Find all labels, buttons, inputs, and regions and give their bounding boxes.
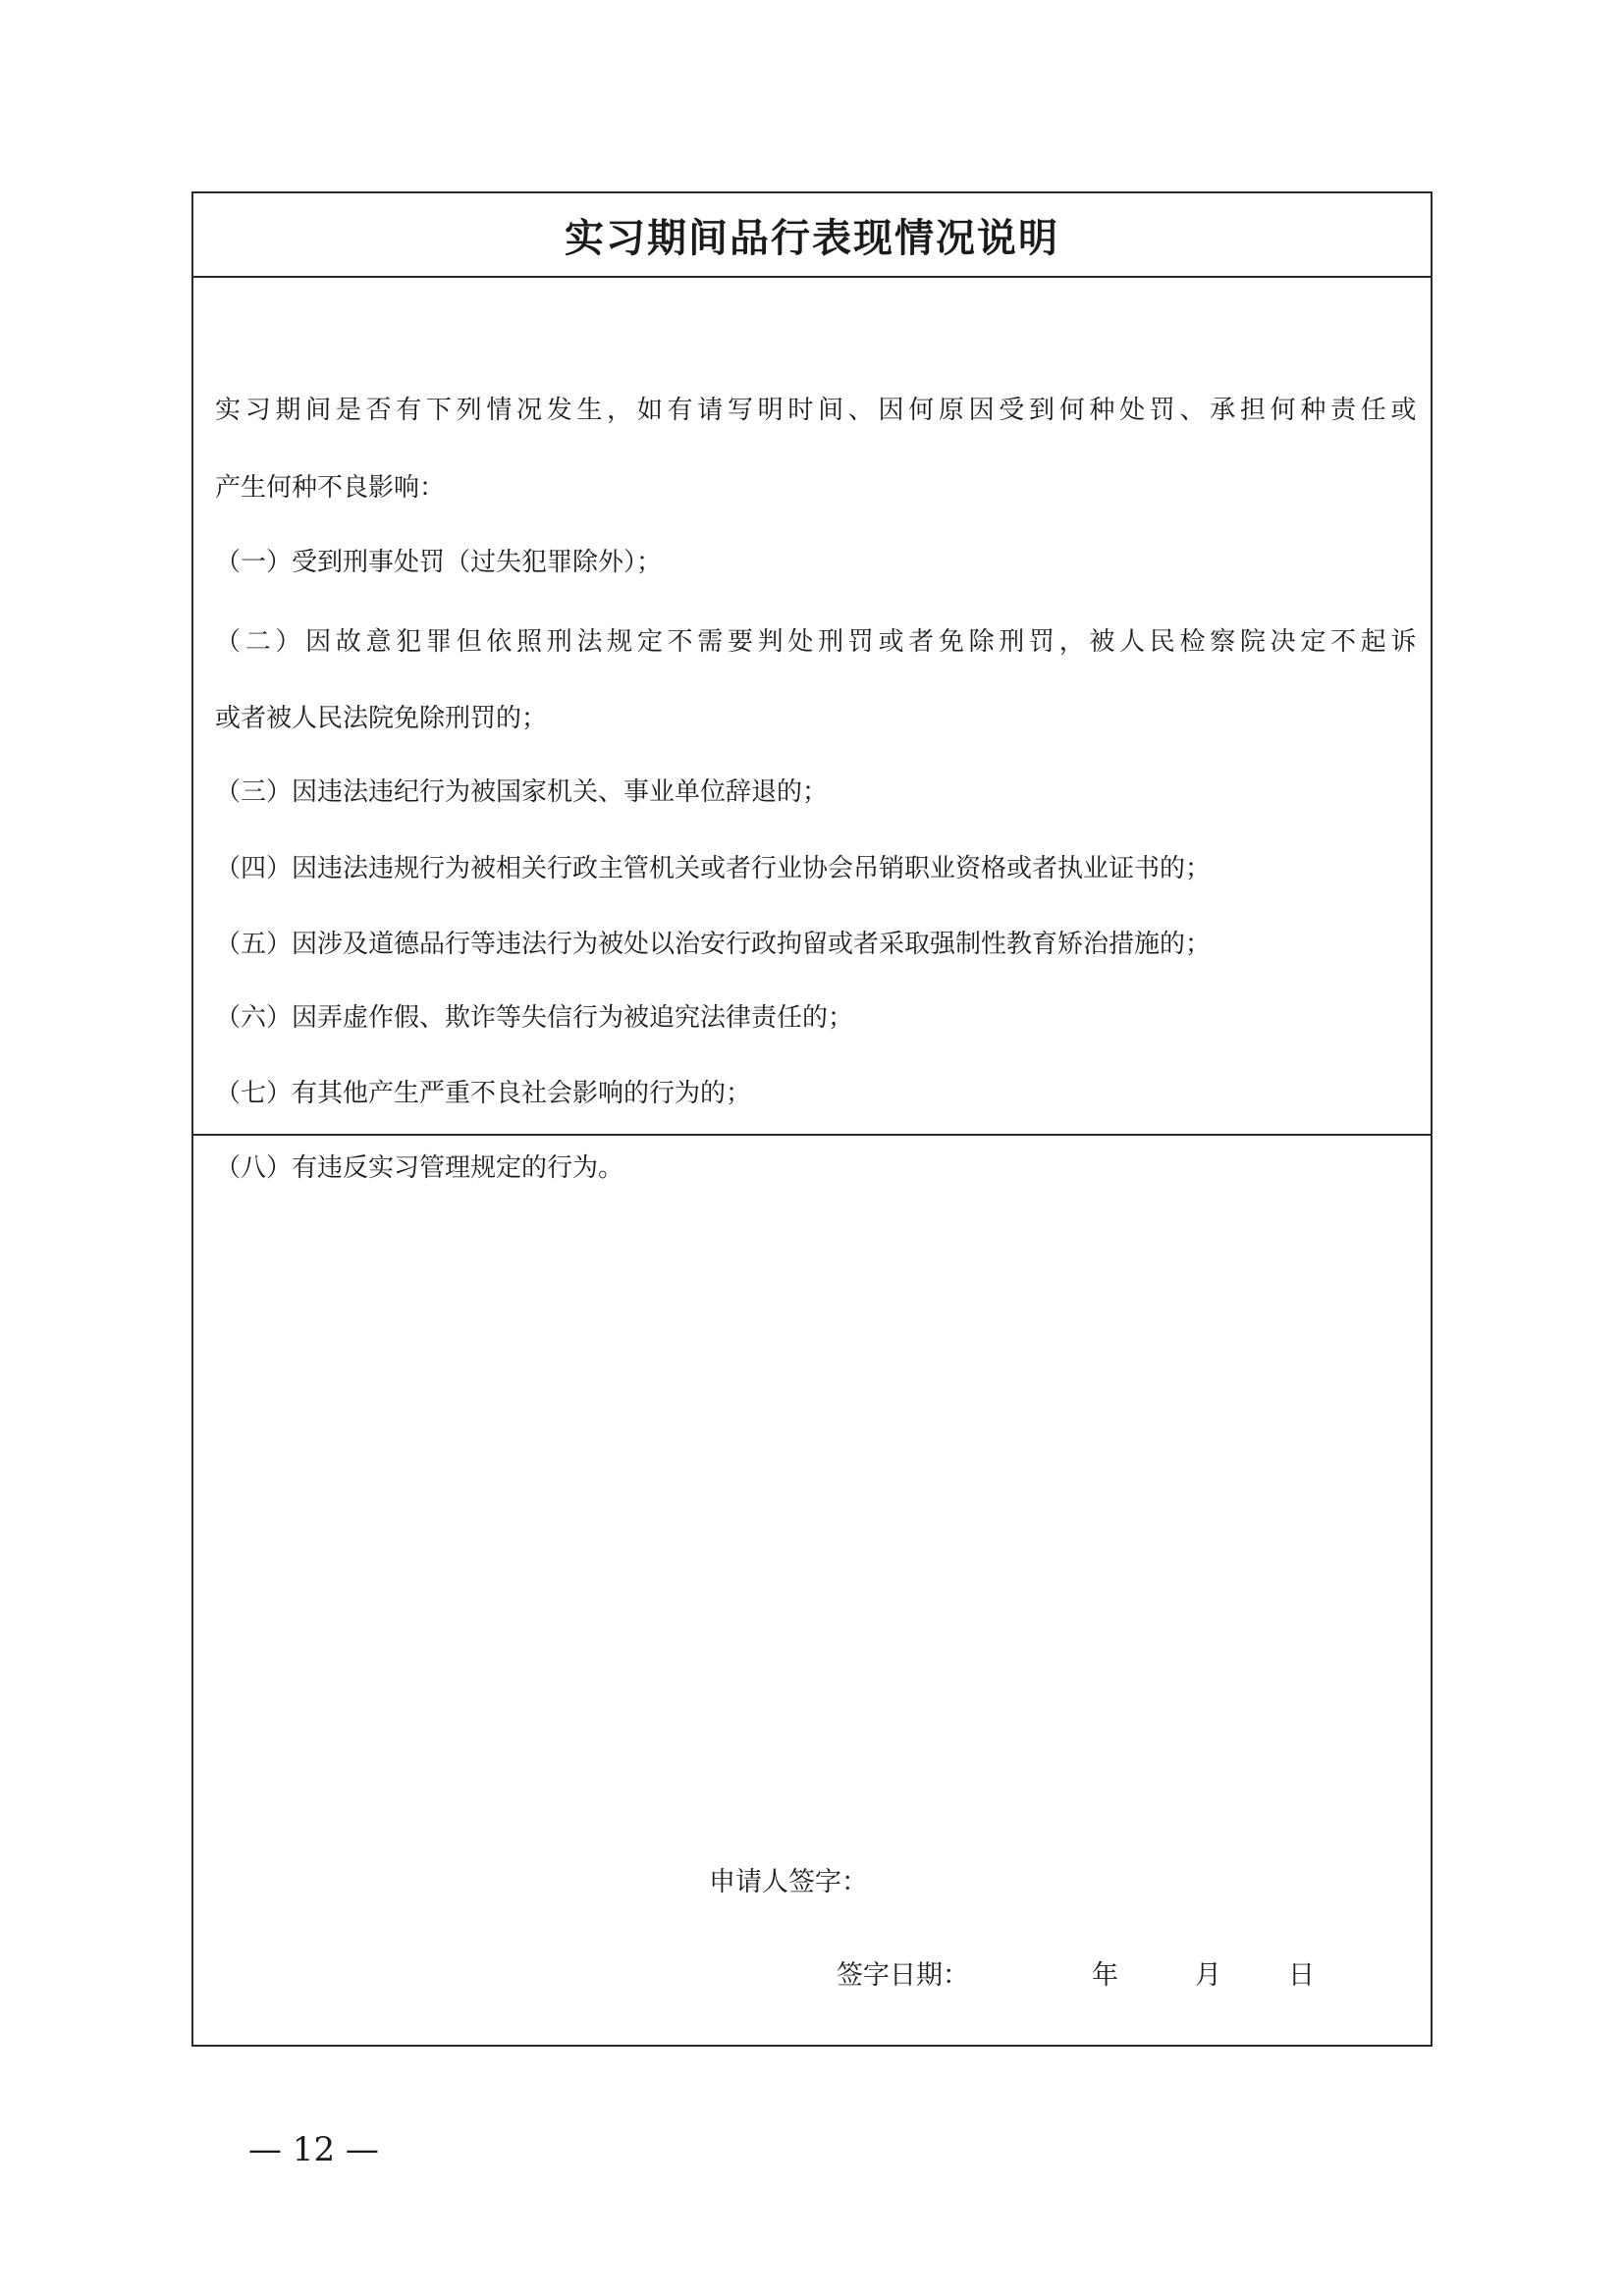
condition-item-2-continued: 或者被人民法院免除刑罚的； — [215, 704, 548, 733]
glyph: 罚 — [1149, 396, 1175, 425]
glyph: 因 — [968, 396, 995, 425]
applicant-signature-label: 申请人签字： — [709, 1867, 868, 1897]
glyph: （ — [215, 627, 242, 657]
glyph: 发 — [546, 396, 572, 425]
glyph: 人 — [1119, 627, 1146, 657]
glyph: 实 — [215, 396, 242, 425]
glyph: 列 — [456, 396, 482, 425]
glyph: 除 — [968, 627, 995, 657]
glyph: 间 — [818, 396, 844, 425]
glyph: 因 — [305, 627, 332, 657]
glyph: 处 — [787, 627, 814, 657]
intro-line-2: 产生何种不良影响： — [215, 473, 446, 503]
form-title-row — [193, 193, 1431, 278]
glyph: 需 — [697, 627, 724, 657]
glyph: 况 — [516, 396, 543, 425]
glyph: 种 — [1089, 396, 1115, 425]
signature-block — [193, 1136, 1431, 2045]
glyph: 刑 — [546, 627, 572, 657]
glyph: 判 — [757, 627, 784, 657]
glyph: 者 — [908, 627, 935, 657]
month-unit: 月 — [1195, 1960, 1221, 1991]
condition-item-6: （六）因弄虚作假、欺诈等失信行为被追究法律责任的； — [215, 1003, 854, 1033]
glyph: 请 — [697, 396, 724, 425]
glyph: 犯 — [396, 627, 422, 657]
condition-item-1: （一）受到刑事处罚（过失犯罪除外）； — [215, 548, 663, 577]
day-unit: 日 — [1288, 1960, 1315, 1991]
glyph: 定 — [636, 627, 663, 657]
glyph: 担 — [1239, 396, 1266, 425]
glyph: 定 — [1300, 627, 1326, 657]
glyph: 二 — [244, 627, 271, 657]
glyph: 院 — [1239, 627, 1266, 657]
glyph: 决 — [1270, 627, 1296, 657]
glyph: 刑 — [999, 627, 1025, 657]
glyph: 罚 — [1028, 627, 1055, 657]
glyph: 因 — [878, 396, 904, 425]
glyph: 意 — [365, 627, 392, 657]
glyph: 故 — [335, 627, 361, 657]
glyph: ， — [1058, 627, 1085, 657]
glyph: 间 — [305, 396, 332, 425]
condition-item-5: （五）因涉及道德品行等违法行为被处以治安行政拘留或者采取强制性教育矫治措施的； — [215, 930, 1212, 959]
glyph: 有 — [667, 396, 693, 425]
glyph: 期 — [275, 396, 301, 425]
glyph: 被 — [1089, 627, 1115, 657]
glyph: 是 — [335, 396, 361, 425]
condition-item-2 — [215, 626, 1417, 658]
glyph: 罚 — [847, 627, 874, 657]
glyph: 责 — [1330, 396, 1357, 425]
glyph: 检 — [1179, 627, 1206, 657]
glyph: 原 — [938, 396, 964, 425]
glyph: 明 — [757, 396, 784, 425]
glyph: 起 — [1360, 627, 1386, 657]
glyph: 不 — [1330, 627, 1357, 657]
glyph: 察 — [1210, 627, 1236, 657]
glyph: 否 — [365, 396, 392, 425]
year-unit: 年 — [1092, 1960, 1118, 1991]
glyph: 刑 — [818, 627, 844, 657]
glyph: 诉 — [1390, 627, 1417, 657]
condition-item-8: （八）有违反实习管理规定的行为。 — [215, 1153, 624, 1183]
glyph: 法 — [576, 627, 603, 657]
glyph: 到 — [1028, 396, 1055, 425]
glyph: 要 — [727, 627, 753, 657]
glyph: 何 — [1270, 396, 1296, 425]
glyph: 处 — [1119, 396, 1146, 425]
glyph: 下 — [425, 396, 452, 425]
glyph: 时 — [787, 396, 814, 425]
glyph: 或 — [878, 627, 904, 657]
explanation-writing-area[interactable] — [193, 1136, 1431, 2045]
glyph: 种 — [1300, 396, 1326, 425]
condition-item-7: （七）有其他产生严重不良社会影响的行为的； — [215, 1079, 752, 1108]
intro-line-1 — [215, 395, 1417, 426]
glyph: ） — [275, 627, 301, 657]
glyph: 何 — [908, 396, 935, 425]
glyph: 规 — [607, 627, 633, 657]
glyph: 照 — [516, 627, 543, 657]
glyph: 依 — [486, 627, 513, 657]
glyph: 生 — [576, 396, 603, 425]
glyph: 任 — [1360, 396, 1386, 425]
glyph: 但 — [456, 627, 482, 657]
glyph: 不 — [667, 627, 693, 657]
glyph: 罪 — [425, 627, 452, 657]
glyph: 或 — [1390, 396, 1417, 425]
glyph: 承 — [1210, 396, 1236, 425]
conditions-section — [193, 278, 1431, 1183]
glyph: 如 — [636, 396, 663, 425]
glyph: 、 — [1179, 396, 1206, 425]
condition-item-3: （三）因违法违纪行为被国家机关、事业单位辞退的； — [215, 777, 829, 807]
glyph: ， — [607, 396, 633, 425]
form-title: 实习期间品行表现情况说明 — [565, 215, 1059, 261]
glyph: 受 — [999, 396, 1025, 425]
glyph: 有 — [396, 396, 422, 425]
glyph: 何 — [1058, 396, 1085, 425]
page-number: — 12 — — [248, 2130, 379, 2169]
glyph: 免 — [938, 627, 964, 657]
glyph: 习 — [244, 396, 271, 425]
glyph: 、 — [847, 396, 874, 425]
conduct-form-table — [191, 191, 1433, 2047]
condition-item-4: （四）因违法违规行为被相关行政主管机关或者行业协会吊销职业资格或者执业证书的； — [215, 854, 1212, 883]
signature-date-label: 签字日期： — [837, 1960, 969, 1991]
glyph: 写 — [727, 396, 753, 425]
glyph: 民 — [1149, 627, 1175, 657]
glyph: 情 — [486, 396, 513, 425]
